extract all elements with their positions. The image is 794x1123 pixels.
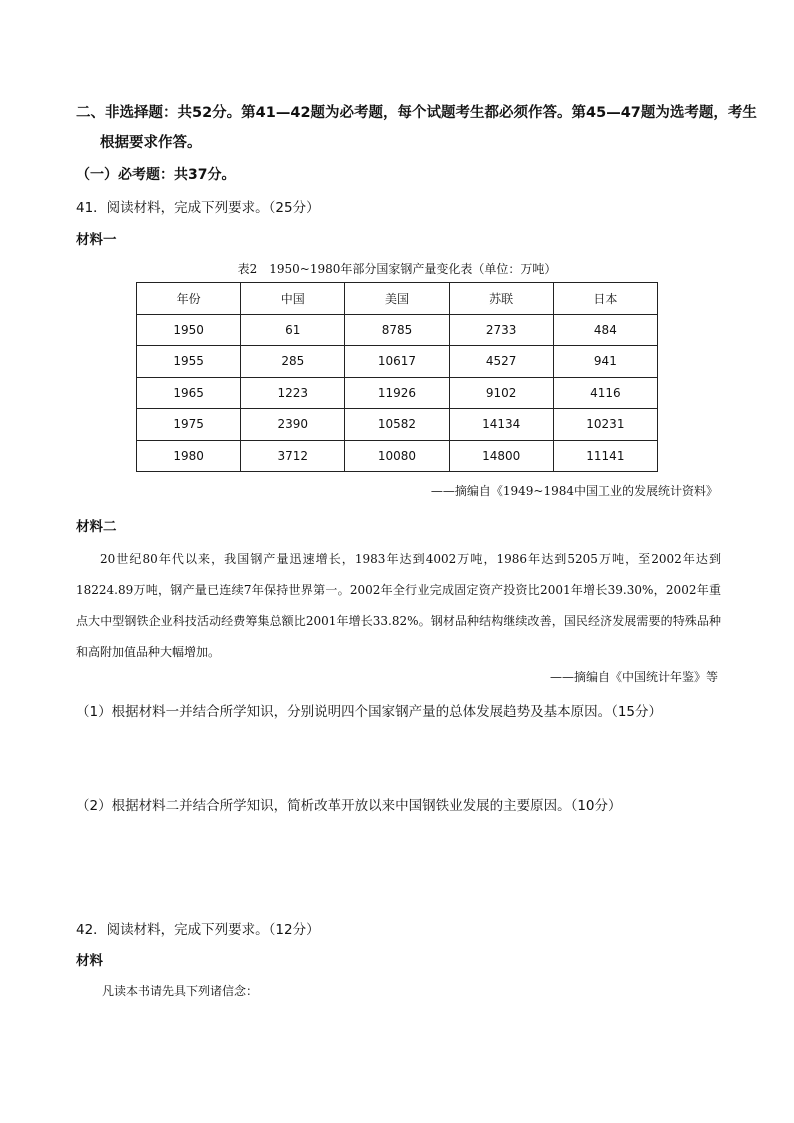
- subsection-heading: （一）必考题：共37分。: [76, 167, 236, 183]
- header-china: 中国: [241, 283, 345, 315]
- header-japan: 日本: [553, 283, 657, 315]
- table-cell: 1950: [137, 314, 241, 346]
- question-42-quote: 凡读本书请先具下列诸信念：: [102, 984, 259, 998]
- table-row: [137, 346, 658, 378]
- header-ussr: 苏联: [449, 283, 553, 315]
- table-cell: 14800: [449, 440, 553, 472]
- table-cell: 1955: [137, 346, 241, 378]
- table-cell: 1223: [241, 377, 345, 409]
- table-cell: 61: [241, 314, 345, 346]
- table-cell: 4527: [449, 346, 553, 378]
- table-header-row: [137, 283, 658, 315]
- table-cell: 10582: [345, 409, 449, 441]
- section-heading-continued: 根据要求作答。: [100, 135, 202, 151]
- table-cell: 941: [553, 346, 657, 378]
- table-cell: 11141: [553, 440, 657, 472]
- table-row: [137, 440, 658, 472]
- table-cell: 9102: [449, 377, 553, 409]
- table-cell: 10080: [345, 440, 449, 472]
- table-caption: 表2 1950~1980年部分国家钢产量变化表（单位：万吨）: [237, 262, 557, 276]
- table-cell: 285: [241, 346, 345, 378]
- section-heading: 二、非选择题：共52分。第41—42题为必考题，每个试题考生都必须作答。第45—47题为选考题，考生: [76, 105, 757, 121]
- table-row: [137, 314, 658, 346]
- question-41-part-1: （1）根据材料一并结合所学知识，分别说明四个国家钢产量的总体发展趋势及基本原因。（15分）: [76, 704, 663, 720]
- table-cell: 4116: [553, 377, 657, 409]
- table-source: ——摘编自《1949~1984中国工业的发展统计资料》: [430, 484, 718, 498]
- table-cell: 10617: [345, 346, 449, 378]
- question-42-prompt: 42．阅读材料，完成下列要求。（12分）: [76, 922, 320, 938]
- question-41-prompt: 41．阅读材料，完成下列要求。（25分）: [76, 200, 320, 216]
- header-year: 年份: [137, 283, 241, 315]
- table-cell: 11926: [345, 377, 449, 409]
- table-cell: 2390: [241, 409, 345, 441]
- material-2-source: ——摘编自《中国统计年鉴》等: [549, 670, 718, 684]
- header-usa: 美国: [345, 283, 449, 315]
- table-row: [137, 377, 658, 409]
- table-cell: 2733: [449, 314, 553, 346]
- material-2-label: 材料二: [76, 519, 117, 535]
- table-cell: 1980: [137, 440, 241, 472]
- table-row: [137, 409, 658, 441]
- table-cell: 10231: [553, 409, 657, 441]
- table-cell: 14134: [449, 409, 553, 441]
- question-41-part-2: （2）根据材料二并结合所学知识，简析改革开放以来中国钢铁业发展的主要原因。（10分）: [76, 798, 622, 814]
- table-cell: 3712: [241, 440, 345, 472]
- material-1-label: 材料一: [76, 232, 117, 248]
- table-cell: 1965: [137, 377, 241, 409]
- material-2-text: 20世纪80年代以来，我国钢产量迅速增长，1983年达到4002万吨，1986年达到5205万吨，至2002年达到18224.89万吨，钢产量已连续7年保持世界第一。2002年全行业完成固定资产投资比2001年增长39.30%，2002年重点大中型钢铁企业科技活动经费筹集总额比2001年增长33.82%。钢材品种结构继续改善，国民经济发展需要的特殊品种和高附加值品种大幅增加。: [76, 552, 721, 659]
- steel-production-table: [136, 282, 658, 472]
- table-cell: 8785: [345, 314, 449, 346]
- table-cell: 484: [553, 314, 657, 346]
- question-42-material-label: 材料: [76, 953, 103, 969]
- table-cell: 1975: [137, 409, 241, 441]
